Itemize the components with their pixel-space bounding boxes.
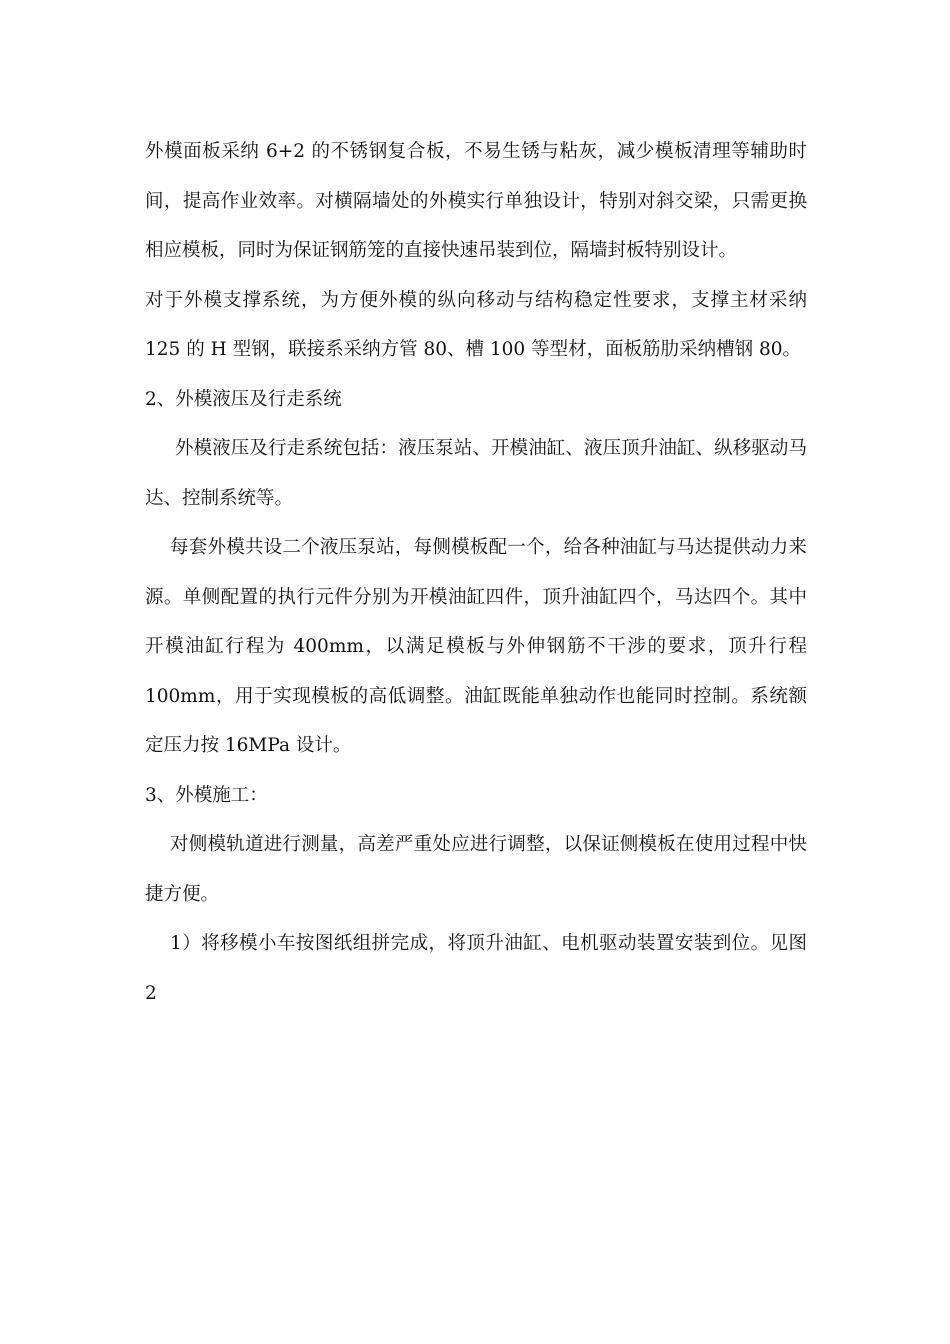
section-heading-construction: 3、外模施工：: [145, 784, 268, 806]
paragraph-hydraulic-pump: 每套外模共设二个液压泵站，每侧模板配一个，给各种油缸与马达提供动力来源。单侧配置的执行元件分别为开模油缸四件，顶升油缸四个，马达四个。其中开模油缸行程为 400mm，以满足模板与外伸钢筋不干涉的要求，顶升行程 100mm，用于实现模板的高低调整。油缸既能单独动作也能同时控制。系统额定压力按 16MPa 设计。: [145, 537, 807, 756]
paragraph-rail-measurement: 对侧模轨道进行测量，高差严重处应进行调整，以保证侧模板在使用过程中快捷方便。: [145, 834, 807, 905]
document-body: [145, 127, 807, 1018]
paragraph-step-1: 1）将移模小车按图纸组拼完成，将顶升油缸、电机驱动装置安装到位。见图 2: [145, 933, 807, 1004]
paragraph-outer-form-support: 对于外模支撑系统，为方便外模的纵向移动与结构稳定性要求，支撑主材采纳 125 的 H 型钢，联接系采纳方管 80、槽 100 等型材，面板筋肋采纳槽钢 80。: [145, 289, 807, 360]
paragraph-hydraulic-components: 外模液压及行走系统包括：液压泵站、开模油缸、液压顶升油缸、纵移驱动马达、控制系统等。: [145, 438, 807, 509]
paragraph-outer-form-panel: 外模面板采纳 6+2 的不锈钢复合板，不易生锈与粘灰，减少模板清理等辅助时间，提高作业效率。对横隔墙处的外模实行单独设计，特别对斜交梁，只需更换相应模板，同时为保证钢筋笼的直接快速吊装到位，隔墙封板特别设计。: [145, 141, 807, 261]
section-heading-hydraulic: 2、外模液压及行走系统: [145, 388, 342, 410]
